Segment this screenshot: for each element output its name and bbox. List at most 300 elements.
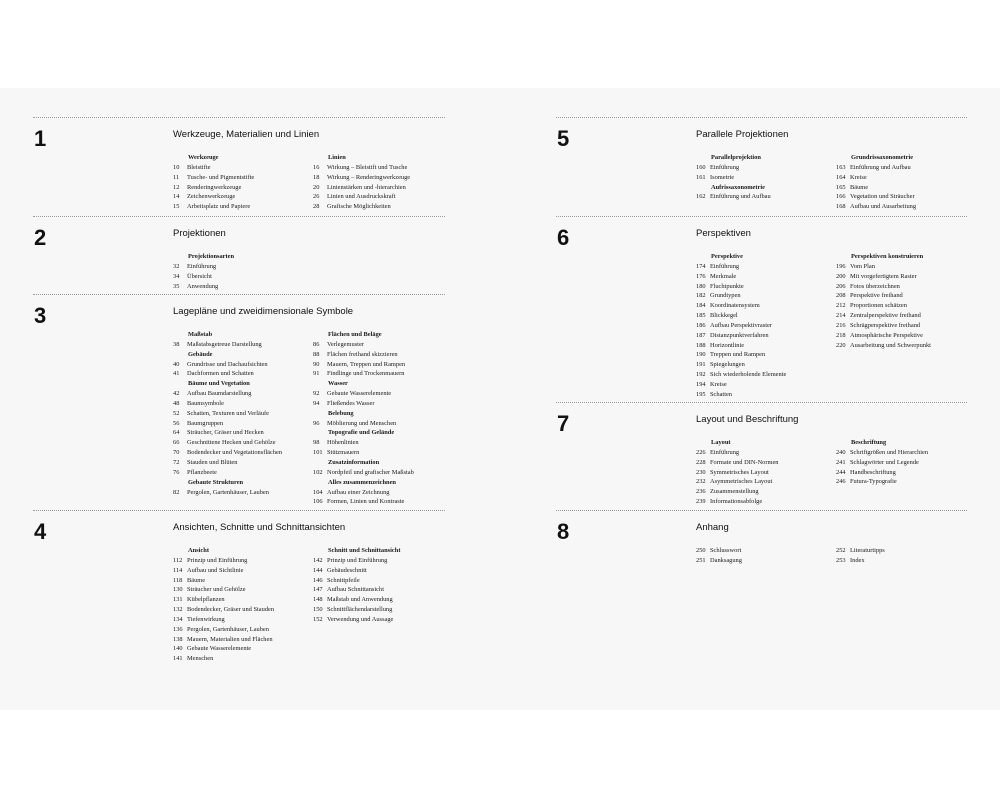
toc-entry[interactable] — [173, 192, 311, 202]
toc-entry[interactable] — [696, 390, 834, 400]
toc-entry[interactable] — [696, 380, 834, 390]
toc-entry[interactable] — [313, 438, 451, 448]
entry-title: Einführung — [710, 163, 740, 171]
toc-entry[interactable] — [836, 202, 974, 212]
toc-entry[interactable] — [836, 468, 974, 478]
chapter-title: Anhang — [696, 522, 729, 533]
entry-title: Grundrisse und Dachaufsichten — [187, 360, 268, 368]
toc-entry[interactable] — [313, 389, 451, 399]
page-number: 200 — [836, 272, 846, 280]
toc-column — [696, 252, 834, 400]
chapter-title: Layout und Beschriftung — [696, 414, 799, 425]
chapter-2 — [33, 216, 445, 290]
chapter-8 — [556, 510, 967, 564]
entry-title: Einführung und Aufbau — [850, 163, 911, 171]
toc-entry[interactable] — [173, 595, 311, 605]
toc-entry[interactable] — [836, 183, 974, 193]
toc-entry[interactable] — [836, 556, 974, 566]
page-number: 66 — [173, 439, 180, 447]
page-number: 114 — [173, 566, 183, 574]
entry-title: Schrägperspektive freihand — [850, 321, 921, 329]
page-number: 96 — [313, 419, 320, 427]
toc-entry[interactable] — [836, 272, 974, 282]
entry-title: Einführung — [710, 448, 740, 456]
section-heading: Beschriftung — [851, 439, 887, 446]
toc-entry[interactable] — [173, 625, 311, 635]
entry-title: Wirkung – Bleistift und Tusche — [327, 163, 408, 171]
entry-title: Stützmauern — [327, 449, 360, 457]
entry-title: Gebaute Wasserelemente — [187, 645, 252, 653]
entry-title: Merkmale — [710, 272, 737, 280]
entry-title: Einführung — [710, 262, 740, 270]
page-number: 101 — [313, 449, 323, 457]
page-number: 136 — [173, 625, 183, 633]
toc-entry[interactable] — [313, 566, 451, 576]
toc-entry[interactable] — [836, 331, 974, 341]
toc-entry[interactable] — [173, 566, 311, 576]
page-number: 70 — [173, 449, 180, 457]
page-number: 220 — [836, 341, 846, 349]
toc-column — [696, 153, 834, 202]
chapter-title: Projektionen — [173, 228, 226, 239]
entry-title: Asymmetrisches Layout — [710, 478, 773, 486]
page-number: 164 — [836, 173, 846, 181]
page-number: 11 — [173, 173, 180, 181]
page-number: 176 — [696, 272, 706, 280]
entry-title: Einführung und Aufbau — [710, 193, 771, 201]
toc-entry[interactable] — [173, 488, 311, 498]
toc-entry[interactable] — [173, 468, 311, 478]
toc-entry[interactable] — [836, 458, 974, 468]
page-number: 192 — [696, 371, 706, 379]
toc-entry[interactable] — [836, 477, 974, 487]
page-number: 240 — [836, 448, 846, 456]
entry-title: Isometrie — [710, 173, 735, 181]
toc-entry[interactable] — [696, 458, 834, 468]
chapter-number: 2 — [34, 225, 47, 250]
entry-title: Grundtypen — [710, 292, 741, 300]
toc-entry[interactable] — [313, 448, 451, 458]
toc-entry[interactable] — [313, 360, 451, 370]
toc-entry[interactable] — [173, 654, 311, 664]
page-number: 236 — [696, 488, 706, 496]
page-number: 32 — [173, 262, 180, 270]
toc-entry[interactable] — [836, 163, 974, 173]
entry-title: Bäume — [850, 183, 869, 191]
page-number: 132 — [173, 606, 183, 614]
toc-entry[interactable] — [173, 576, 311, 586]
page-number: 174 — [696, 262, 706, 270]
toc-entry[interactable] — [173, 635, 311, 645]
toc-entry[interactable] — [173, 369, 311, 379]
entry-title: Kreise — [710, 380, 727, 388]
chapter-title: Parallele Projektionen — [696, 129, 789, 140]
page-number: 226 — [696, 448, 706, 456]
toc-entry[interactable] — [313, 173, 451, 183]
toc-entry[interactable] — [173, 163, 311, 173]
toc-entry[interactable] — [313, 605, 451, 615]
page-number: 244 — [836, 468, 846, 476]
entry-title: Zeichenwerkzeuge — [187, 193, 236, 201]
page-number: 214 — [836, 312, 846, 320]
entry-title: Pergolen, Gartenhäuser, Lauben — [187, 488, 269, 496]
entry-title: Blickkegel — [710, 312, 738, 320]
chapter-3 — [33, 294, 445, 506]
entry-title: Schatten, Texturen und Verläufe — [187, 409, 270, 417]
entry-title: Arbeitsplatz und Papiere — [187, 203, 251, 211]
chapter-title: Werkzeuge, Materialien und Linien — [173, 129, 320, 140]
chapter-1 — [33, 117, 445, 211]
page-number: 72 — [173, 458, 180, 466]
entry-title: Schatten — [710, 390, 733, 398]
toc-entry[interactable] — [696, 370, 834, 380]
entry-title: Grafische Möglichkeiten — [327, 203, 391, 211]
toc-entry[interactable] — [696, 477, 834, 487]
toc-entry[interactable] — [173, 282, 311, 292]
toc-entry[interactable] — [173, 399, 311, 409]
toc-entry[interactable] — [173, 340, 311, 350]
entry-title: Schnittflächendarstellung — [327, 606, 393, 614]
toc-entry[interactable] — [313, 202, 451, 212]
page-number: 88 — [313, 350, 320, 358]
toc-entry[interactable] — [696, 301, 834, 311]
entry-title: Horizontlinie — [710, 341, 745, 349]
toc-entry[interactable] — [173, 448, 311, 458]
page-number: 194 — [696, 380, 706, 388]
toc-entry[interactable] — [836, 448, 974, 458]
section-heading: Gebaute Strukturen — [188, 478, 244, 486]
entry-title: Anwendung — [187, 282, 219, 290]
entry-title: Kübelpflanzen — [187, 596, 225, 604]
entry-title: Einführung — [187, 262, 217, 270]
page-number: 134 — [173, 615, 183, 623]
toc-entry[interactable] — [836, 546, 974, 556]
toc-entry[interactable] — [836, 341, 974, 351]
toc-entry[interactable] — [173, 644, 311, 654]
toc-entry[interactable] — [173, 183, 311, 193]
page-number: 228 — [696, 458, 706, 466]
page-number: 180 — [696, 282, 706, 290]
toc-entry[interactable] — [836, 282, 974, 292]
page-number: 212 — [836, 302, 846, 310]
page-number: 206 — [836, 282, 846, 290]
toc-entry[interactable] — [313, 183, 451, 193]
entry-title: Maßstabsgetreue Darstellung — [187, 340, 262, 348]
page-number: 112 — [173, 556, 183, 564]
toc-entry[interactable] — [696, 448, 834, 458]
toc-entry[interactable] — [836, 291, 974, 301]
toc-entry[interactable] — [313, 595, 451, 605]
toc-entry[interactable] — [696, 282, 834, 292]
toc-entry[interactable] — [696, 556, 834, 566]
page-number: 184 — [696, 302, 706, 310]
page-number: 232 — [696, 478, 706, 486]
section-heading: Linien — [328, 154, 346, 161]
toc-entry[interactable] — [696, 262, 834, 272]
page-number: 141 — [173, 655, 183, 663]
entry-title: Pflanzbeete — [187, 468, 217, 476]
entry-title: Distanzpunktverfahren — [710, 331, 769, 339]
section-heading: Perspektiven konstruieren — [851, 253, 924, 260]
entry-title: Tiefenwirkung — [187, 615, 225, 623]
page-number: 56 — [173, 419, 180, 427]
toc-entry[interactable] — [173, 173, 311, 183]
entry-title: Koordinatensystem — [710, 302, 760, 310]
toc-entry[interactable] — [696, 487, 834, 497]
page-number: 48 — [173, 399, 180, 407]
toc-entry[interactable] — [313, 369, 451, 379]
toc-entry[interactable] — [313, 340, 451, 350]
page-number: 64 — [173, 429, 180, 437]
toc-column — [313, 153, 451, 212]
entry-title: Linien und Ausdruckskraft — [327, 193, 396, 201]
entry-title: Vegetation und Sträucher — [850, 193, 915, 201]
toc-entry[interactable] — [313, 488, 451, 498]
page-number: 98 — [313, 439, 320, 447]
entry-title: Pergolen, Gartenhäuser, Lauben — [187, 625, 269, 633]
section-heading: Aufrissaxonometrie — [711, 183, 765, 191]
entry-title: Proportionen schätzen — [850, 302, 907, 310]
page-number: 131 — [173, 596, 183, 604]
toc-entry[interactable] — [173, 389, 311, 399]
page-number: 38 — [173, 340, 180, 348]
entry-title: Wirkung – Renderingwerkzeuge — [327, 173, 411, 181]
toc-entry[interactable] — [313, 556, 451, 566]
page-number: 16 — [313, 163, 320, 171]
section-heading: Ansicht — [188, 547, 209, 554]
entry-title: Maßstab und Anwendung — [327, 596, 393, 604]
entry-title: Sträucher und Gehölze — [187, 586, 246, 594]
section-heading: Maßstab — [188, 331, 213, 338]
toc-entry[interactable] — [836, 321, 974, 331]
page-number: 52 — [173, 409, 180, 417]
entry-title: Baumgruppen — [187, 419, 224, 427]
page-number: 86 — [313, 340, 320, 348]
page-number: 18 — [313, 173, 320, 181]
entry-title: Symmetrisches Layout — [710, 468, 769, 476]
page-number: 91 — [313, 370, 320, 378]
entry-title: Sich wiederholende Elemente — [710, 371, 787, 379]
entry-title: Zusammenstellung — [710, 488, 759, 496]
chapter-number: 4 — [34, 519, 47, 544]
entry-title: Informationsabfolge — [710, 498, 763, 506]
section-heading: Projektionsarten — [188, 253, 235, 260]
entry-title: Atmosphärische Perspektive — [850, 331, 923, 339]
entry-title: Spiegelungen — [710, 361, 745, 369]
entry-title: Futura-Typografie — [850, 478, 897, 486]
entry-title: Flächen freihand skizzieren — [327, 350, 398, 358]
toc-entry[interactable] — [313, 399, 451, 409]
toc-column — [173, 153, 311, 212]
toc-entry[interactable] — [836, 262, 974, 272]
toc-entry[interactable] — [173, 585, 311, 595]
chapter-number: 7 — [557, 411, 570, 436]
page-number: 168 — [836, 203, 846, 211]
entry-title: Schriftgrößen und Hierarchien — [850, 448, 929, 456]
entry-title: Fotos überzeichnen — [850, 282, 900, 290]
page-number: 241 — [836, 458, 846, 466]
chapter-7 — [556, 402, 967, 506]
toc-entry[interactable] — [313, 350, 451, 360]
entry-title: Zentralperspektive freihand — [850, 312, 921, 320]
page-number: 195 — [696, 390, 706, 398]
entry-title: Bleistifte — [187, 163, 211, 171]
section-heading: Gebäude — [188, 350, 213, 358]
page-number: 150 — [313, 606, 323, 614]
toc-entry[interactable] — [173, 556, 311, 566]
toc-column — [173, 252, 311, 291]
page-number: 186 — [696, 321, 706, 329]
page-number: 10 — [173, 163, 180, 171]
entry-title: Ausarbeitung und Schwerpunkt — [850, 341, 931, 349]
entry-title: Tusche- und Pigmentstifte — [187, 173, 255, 181]
toc-entry[interactable] — [836, 173, 974, 183]
toc-entry[interactable] — [696, 497, 834, 507]
page-number: 82 — [173, 488, 180, 496]
toc-entry[interactable] — [696, 341, 834, 351]
page-number: 191 — [696, 361, 706, 369]
page-number: 182 — [696, 292, 706, 300]
toc-column — [696, 546, 834, 566]
page-number: 163 — [836, 163, 846, 171]
entry-title: Baumsymbole — [187, 399, 224, 407]
section-heading: Grundrissaxonometrie — [851, 154, 914, 161]
toc-entry[interactable] — [836, 192, 974, 202]
toc-entry[interactable] — [313, 192, 451, 202]
toc-entry[interactable] — [696, 163, 834, 173]
chapter-title: Ansichten, Schnitte und Schnittansichten — [173, 522, 346, 533]
page-number: 34 — [173, 272, 180, 280]
entry-title: Mauern, Materialien und Flächen — [187, 635, 273, 643]
entry-title: Findlinge und Trockenmauern — [327, 370, 405, 378]
toc-entry[interactable] — [696, 291, 834, 301]
page-number: 92 — [313, 390, 320, 398]
toc-entry[interactable] — [313, 585, 451, 595]
page-number: 94 — [313, 399, 320, 407]
toc-entry[interactable] — [696, 468, 834, 478]
toc-entry[interactable] — [173, 458, 311, 468]
chapter-title: Perspektiven — [696, 228, 751, 239]
entry-title: Vom Plan — [850, 262, 875, 270]
entry-title: Menschen — [187, 655, 214, 663]
page-number: 90 — [313, 360, 320, 368]
toc-entry[interactable] — [696, 272, 834, 282]
toc-entry[interactable] — [313, 576, 451, 586]
page-number: 251 — [696, 556, 706, 564]
entry-title: Aufbau und Ausarbeitung — [850, 203, 917, 211]
page-number: 138 — [173, 635, 183, 643]
toc-column — [836, 438, 974, 487]
entry-title: Dachformen und Schatten — [187, 370, 254, 378]
entry-title: Bäume — [187, 576, 206, 584]
entry-title: Höhenlinien — [327, 439, 359, 447]
toc-entry[interactable] — [836, 301, 974, 311]
chapter-number: 8 — [557, 519, 570, 544]
entry-title: Mauern, Treppen und Rampen — [327, 360, 406, 368]
page-number: 239 — [696, 498, 706, 506]
chapter-number: 5 — [557, 126, 570, 151]
toc-entry[interactable] — [313, 497, 451, 507]
toc-column — [173, 330, 311, 497]
chapter-title: Lagepläne und zweidimensionale Symbole — [173, 306, 354, 317]
page-number: 216 — [836, 321, 846, 329]
section-heading: Wasser — [328, 380, 348, 388]
toc-entry[interactable] — [696, 360, 834, 370]
page-number: 246 — [836, 478, 846, 486]
toc-entry[interactable] — [696, 311, 834, 321]
toc-entry[interactable] — [173, 360, 311, 370]
toc-entry[interactable] — [173, 409, 311, 419]
page-number: 147 — [313, 586, 323, 594]
section-heading: Alles zusammenzeichnen — [328, 478, 396, 486]
entry-title: Formate und DIN-Normen — [710, 458, 779, 466]
toc-entry[interactable] — [836, 311, 974, 321]
page-number: 208 — [836, 292, 846, 300]
page-number: 15 — [173, 203, 180, 211]
toc-entry[interactable] — [173, 272, 311, 282]
page-number: 188 — [696, 341, 706, 349]
entry-title: Treppen und Rampen — [710, 351, 766, 359]
page-number: 166 — [836, 193, 846, 201]
entry-title: Perspektive freihand — [850, 292, 903, 300]
entry-title: Verwendung und Aussage — [327, 615, 394, 623]
toc-entry[interactable] — [313, 468, 451, 478]
toc-entry[interactable] — [696, 546, 834, 556]
page-number: 152 — [313, 615, 323, 623]
toc-entry[interactable] — [173, 262, 311, 272]
entry-title: Handbeschriftung — [850, 468, 896, 476]
page-number: 130 — [173, 586, 183, 594]
page-number: 106 — [313, 498, 323, 506]
entry-title: Index — [850, 556, 865, 564]
page-number: 42 — [173, 390, 180, 398]
entry-title: Literaturtipps — [850, 547, 885, 554]
page-number: 148 — [313, 596, 323, 604]
chapter-4 — [33, 510, 445, 663]
toc-entry[interactable] — [313, 419, 451, 429]
page-number: 162 — [696, 193, 706, 201]
page-number: 252 — [836, 547, 846, 554]
section-heading: Flächen und Beläge — [328, 331, 382, 338]
page-number: 14 — [173, 193, 180, 201]
chapter-number: 3 — [34, 303, 47, 328]
toc-entry[interactable] — [696, 192, 834, 202]
toc-entry[interactable] — [696, 173, 834, 183]
toc-entry[interactable] — [173, 202, 311, 212]
toc-entry[interactable] — [696, 350, 834, 360]
toc-entry[interactable] — [696, 321, 834, 331]
entry-title: Aufbau Perspektivraster — [710, 321, 772, 329]
page-number: 118 — [173, 576, 183, 584]
page-number: 196 — [836, 262, 846, 270]
entry-title: Möblierung und Menschen — [327, 419, 397, 427]
toc-entry[interactable] — [173, 605, 311, 615]
entry-title: Nordpfeil und grafischer Maßstab — [327, 468, 414, 476]
toc-entry[interactable] — [173, 428, 311, 438]
page-number: 40 — [173, 360, 180, 368]
chapter-5 — [556, 117, 967, 211]
entry-title: Geschnittene Hecken und Gehölze — [187, 439, 276, 447]
toc-entry[interactable] — [313, 163, 451, 173]
entry-title: Linienstärken und -hierarchien — [327, 183, 406, 191]
toc-entry[interactable] — [173, 419, 311, 429]
page-number: 190 — [696, 351, 706, 359]
toc-entry[interactable] — [313, 615, 451, 625]
toc-column — [836, 546, 974, 566]
toc-entry[interactable] — [696, 331, 834, 341]
toc-entry[interactable] — [173, 615, 311, 625]
toc-entry[interactable] — [173, 438, 311, 448]
